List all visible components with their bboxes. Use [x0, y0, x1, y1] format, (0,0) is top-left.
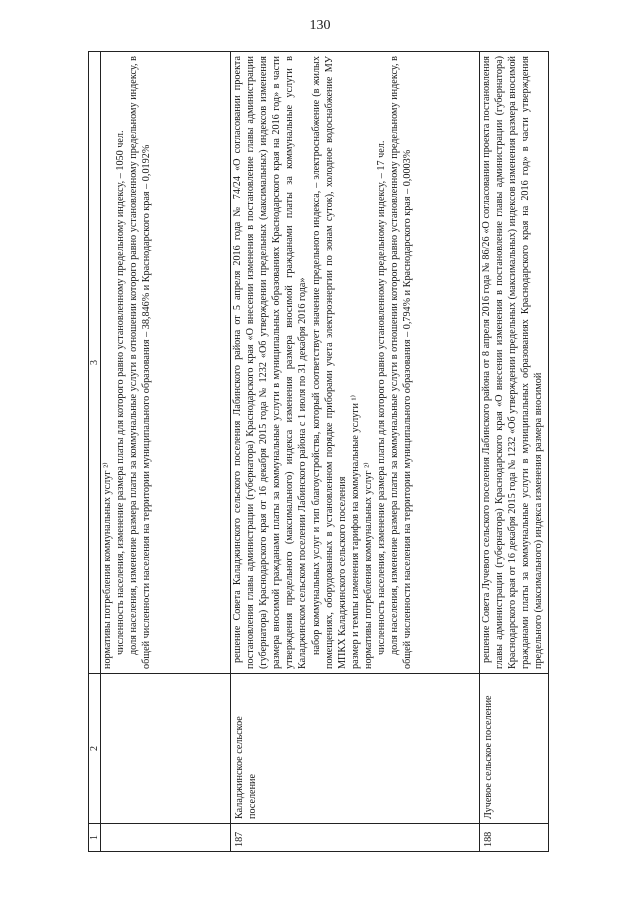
detail-line: численность населения, изменение размера платы для которого равно установленному предельному индексу, – 1050 чел.	[115, 130, 127, 655]
rotated-table-container	[88, 52, 545, 852]
table-row	[480, 52, 549, 852]
detail-line: нормативы потребления коммунальных услуг ²⁾	[102, 462, 113, 669]
detail-line: нормативы потребления коммунальных услуг ²⁾	[362, 462, 374, 669]
detail-line: доля населения, изменение размера платы за коммунальные услуги в отношении которого равно установленному предельному индексу, в общей численности населения на территории муниципального образования – 38,846% и Краснодарского края – 0,0192%	[128, 56, 153, 669]
row-number	[101, 824, 231, 852]
municipal-index-table	[88, 51, 549, 852]
detail-line: численность населения, изменение размера платы для которого равно установленному предельному индексу, – 17 чел.	[376, 140, 388, 655]
row-details	[101, 52, 231, 674]
table-row	[231, 52, 480, 852]
row-number: 187	[231, 824, 480, 852]
row-details	[480, 52, 549, 674]
detail-line: решение Совета Каладжинского сельского поселения Лабинского района от 5 апреля 2016 года № 74/24 «О согласовании проекта постановления главы администрации (губернатора) Краснодарского края «О внесении изменения в постановление главы администрации (губернатора) Краснодарского края от 16 декабря 2015 года № 1232 «Об утверждении предельных (максимальных) индексов изменения размера вносимой гражданами платы за коммунальные услуги в муниципальных образованиях Краснодарского края на 2016 год» в части утверждения предельного (максимального) индекса изменения размера вносимой гражданами платы за коммунальные услуги в Каладжинском сельском поселении Лабинского района с 1 июля по 31 декабря 2016 года»	[232, 56, 309, 669]
row-number: 188	[480, 824, 549, 852]
row-details	[231, 52, 480, 674]
row-municipality: Лучевое сельское поселение	[480, 674, 549, 824]
table-row	[101, 52, 231, 852]
header-col-1: 1	[89, 824, 101, 852]
header-col-3: 3	[89, 52, 101, 674]
detail-line: решение Совета Лучевого сельского поселения Лабинского района от 8 апреля 2016 года № 86/26 «О согласовании проекта постановления главы администрации (губернатора) Краснодарского края «О внесении изменения в постановление главы администрации (губернатора) Краснодарского края от 16 декабря 2015 года № 1232 «Об утверждении предельных (максимальных) индексов изменения размера вносимой гражданами платы за коммунальные услуги в муниципальных образованиях Краснодарского края на 2016 год» в части утверждения предельного (максимального) индекса изменения размера вносимой	[481, 56, 545, 669]
table-header-row	[89, 52, 101, 852]
detail-line: размер и темпы изменения тарифов на коммунальные услуги ¹⁾	[349, 395, 361, 669]
page-number: 130	[309, 18, 331, 33]
detail-line: набор коммунальных услуг и тип благоустройства, который соответствует значение предельного индекса, – электроснабжение (в жилых помещениях, оборудованных в установленном порядке приборами учета электроэнергии по зонам суток), холодное водоснабжение МУ МПКХ Каладжинского сельского поселения	[310, 56, 348, 669]
detail-line: доля населения, изменение размера платы за коммунальные услуги в отношении которого равно установленному предельному индексу, в общей численности населения на территории муниципального образования – 0,794% и Краснодарского края – 0,0003%	[389, 56, 414, 669]
header-col-2: 2	[89, 674, 101, 824]
row-municipality	[101, 674, 231, 824]
row-municipality: Каладжинское сельское поселение	[231, 674, 480, 824]
